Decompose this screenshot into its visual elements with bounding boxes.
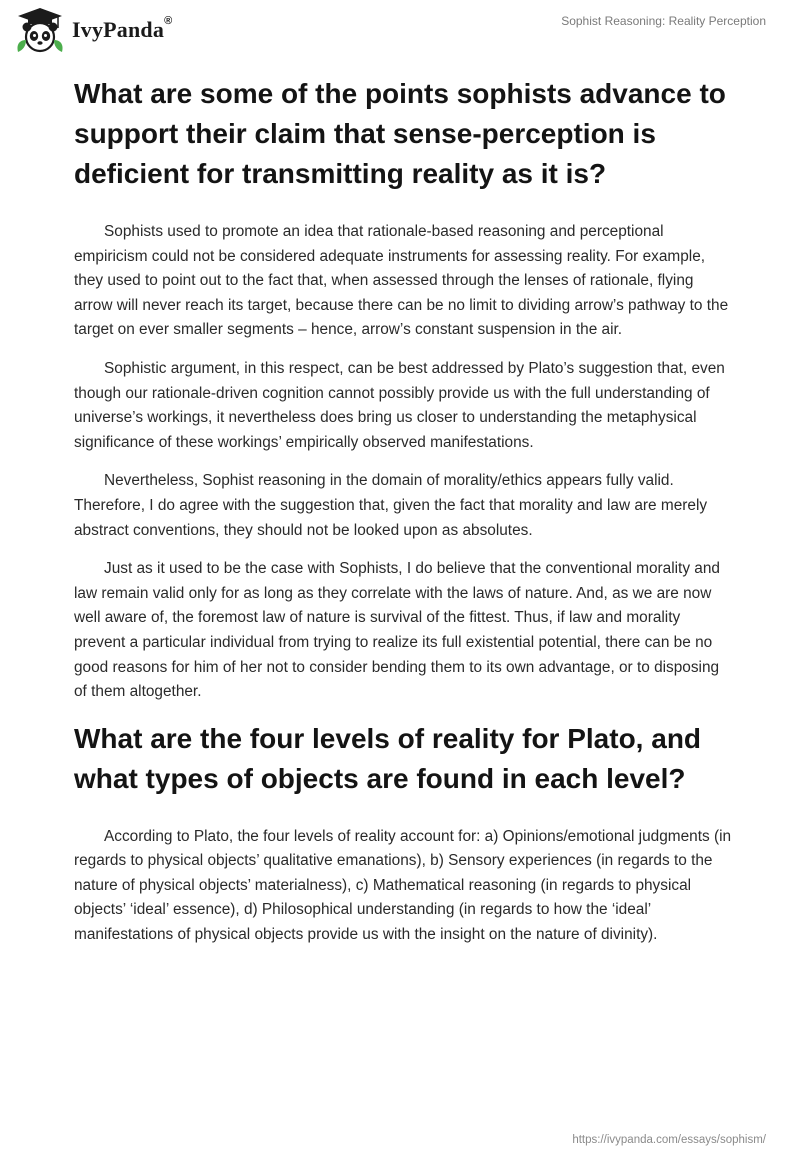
paragraph: According to Plato, the four levels of reality account for: a) Opinions/emotional judgments (in regards to physical objects’ qualitative emanations), b) Sensory experiences (in regards to the nature of physical objects’ materialness), c) Mathematical reasoning (in regards to physical objects’ ‘ideal’ essence), d) Philosophical understanding (in regards to how the ‘ideal’ manifestations of physical objects provide us with the insight on the nature of divinity). — [74, 827, 732, 944]
paragraph: Nevertheless, Sophist reasoning in the domain of morality/ethics appears fully valid. Therefore, I do agree with the suggestion that, given the fact that morality and law are merely abstract conventions, they should not be looked upon as absolutes. — [74, 472, 708, 539]
essay-content — [74, 70, 734, 962]
logo-wordmark: IvyPanda® — [72, 15, 173, 42]
section-heading: What are some of the points sophists advance to support their claim that sense-perception is deficient for transmitting reality as it is? — [74, 78, 726, 189]
page-header — [0, 0, 800, 62]
section-heading: What are the four levels of reality for Plato, and what types of objects are found in each level? — [74, 722, 702, 794]
running-title: Sophist Reasoning: Reality Perception — [561, 14, 766, 28]
panda-graduate-icon — [14, 6, 66, 54]
ivypanda-logo[interactable] — [14, 6, 172, 54]
paragraph: Sophistic argument, in this respect, can be best addressed by Plato’s suggestion that, even though our rationale-driven cognition cannot possibly provide us with the full understanding of universe’s workings, it nevertheless does bring us closer to understanding the metaphysical significance of these workings’ empirically observed manifestations. — [74, 359, 725, 451]
paragraph: Sophists used to promote an idea that rationale-based reasoning and perceptional empiricism could not be considered adequate instruments for assessing reality. For example, they used to point out to the fact that, when assessed through the lenses of rationale, flying arrow will never reach its target, because there can be no limit to dividing arrow’s pathway to the target on ever smaller segments – hence, arrow’s constant suspension in the air. — [74, 223, 729, 339]
paragraph: Just as it used to be the case with Sophists, I do believe that the conventional morality and law remain valid only for as long as they correlate with the laws of nature. And, as we are now well aware of, the foremost law of nature is survival of the fittest. Thus, if law and morality prevent a particular individual from trying to realize its full existential potential, there can be no good reasons for him of her not to consider bending them to its own advantage, or to disposing of them altogether. — [74, 560, 720, 701]
source-url[interactable]: https://ivypanda.com/essays/sophism/ — [572, 1134, 766, 1146]
